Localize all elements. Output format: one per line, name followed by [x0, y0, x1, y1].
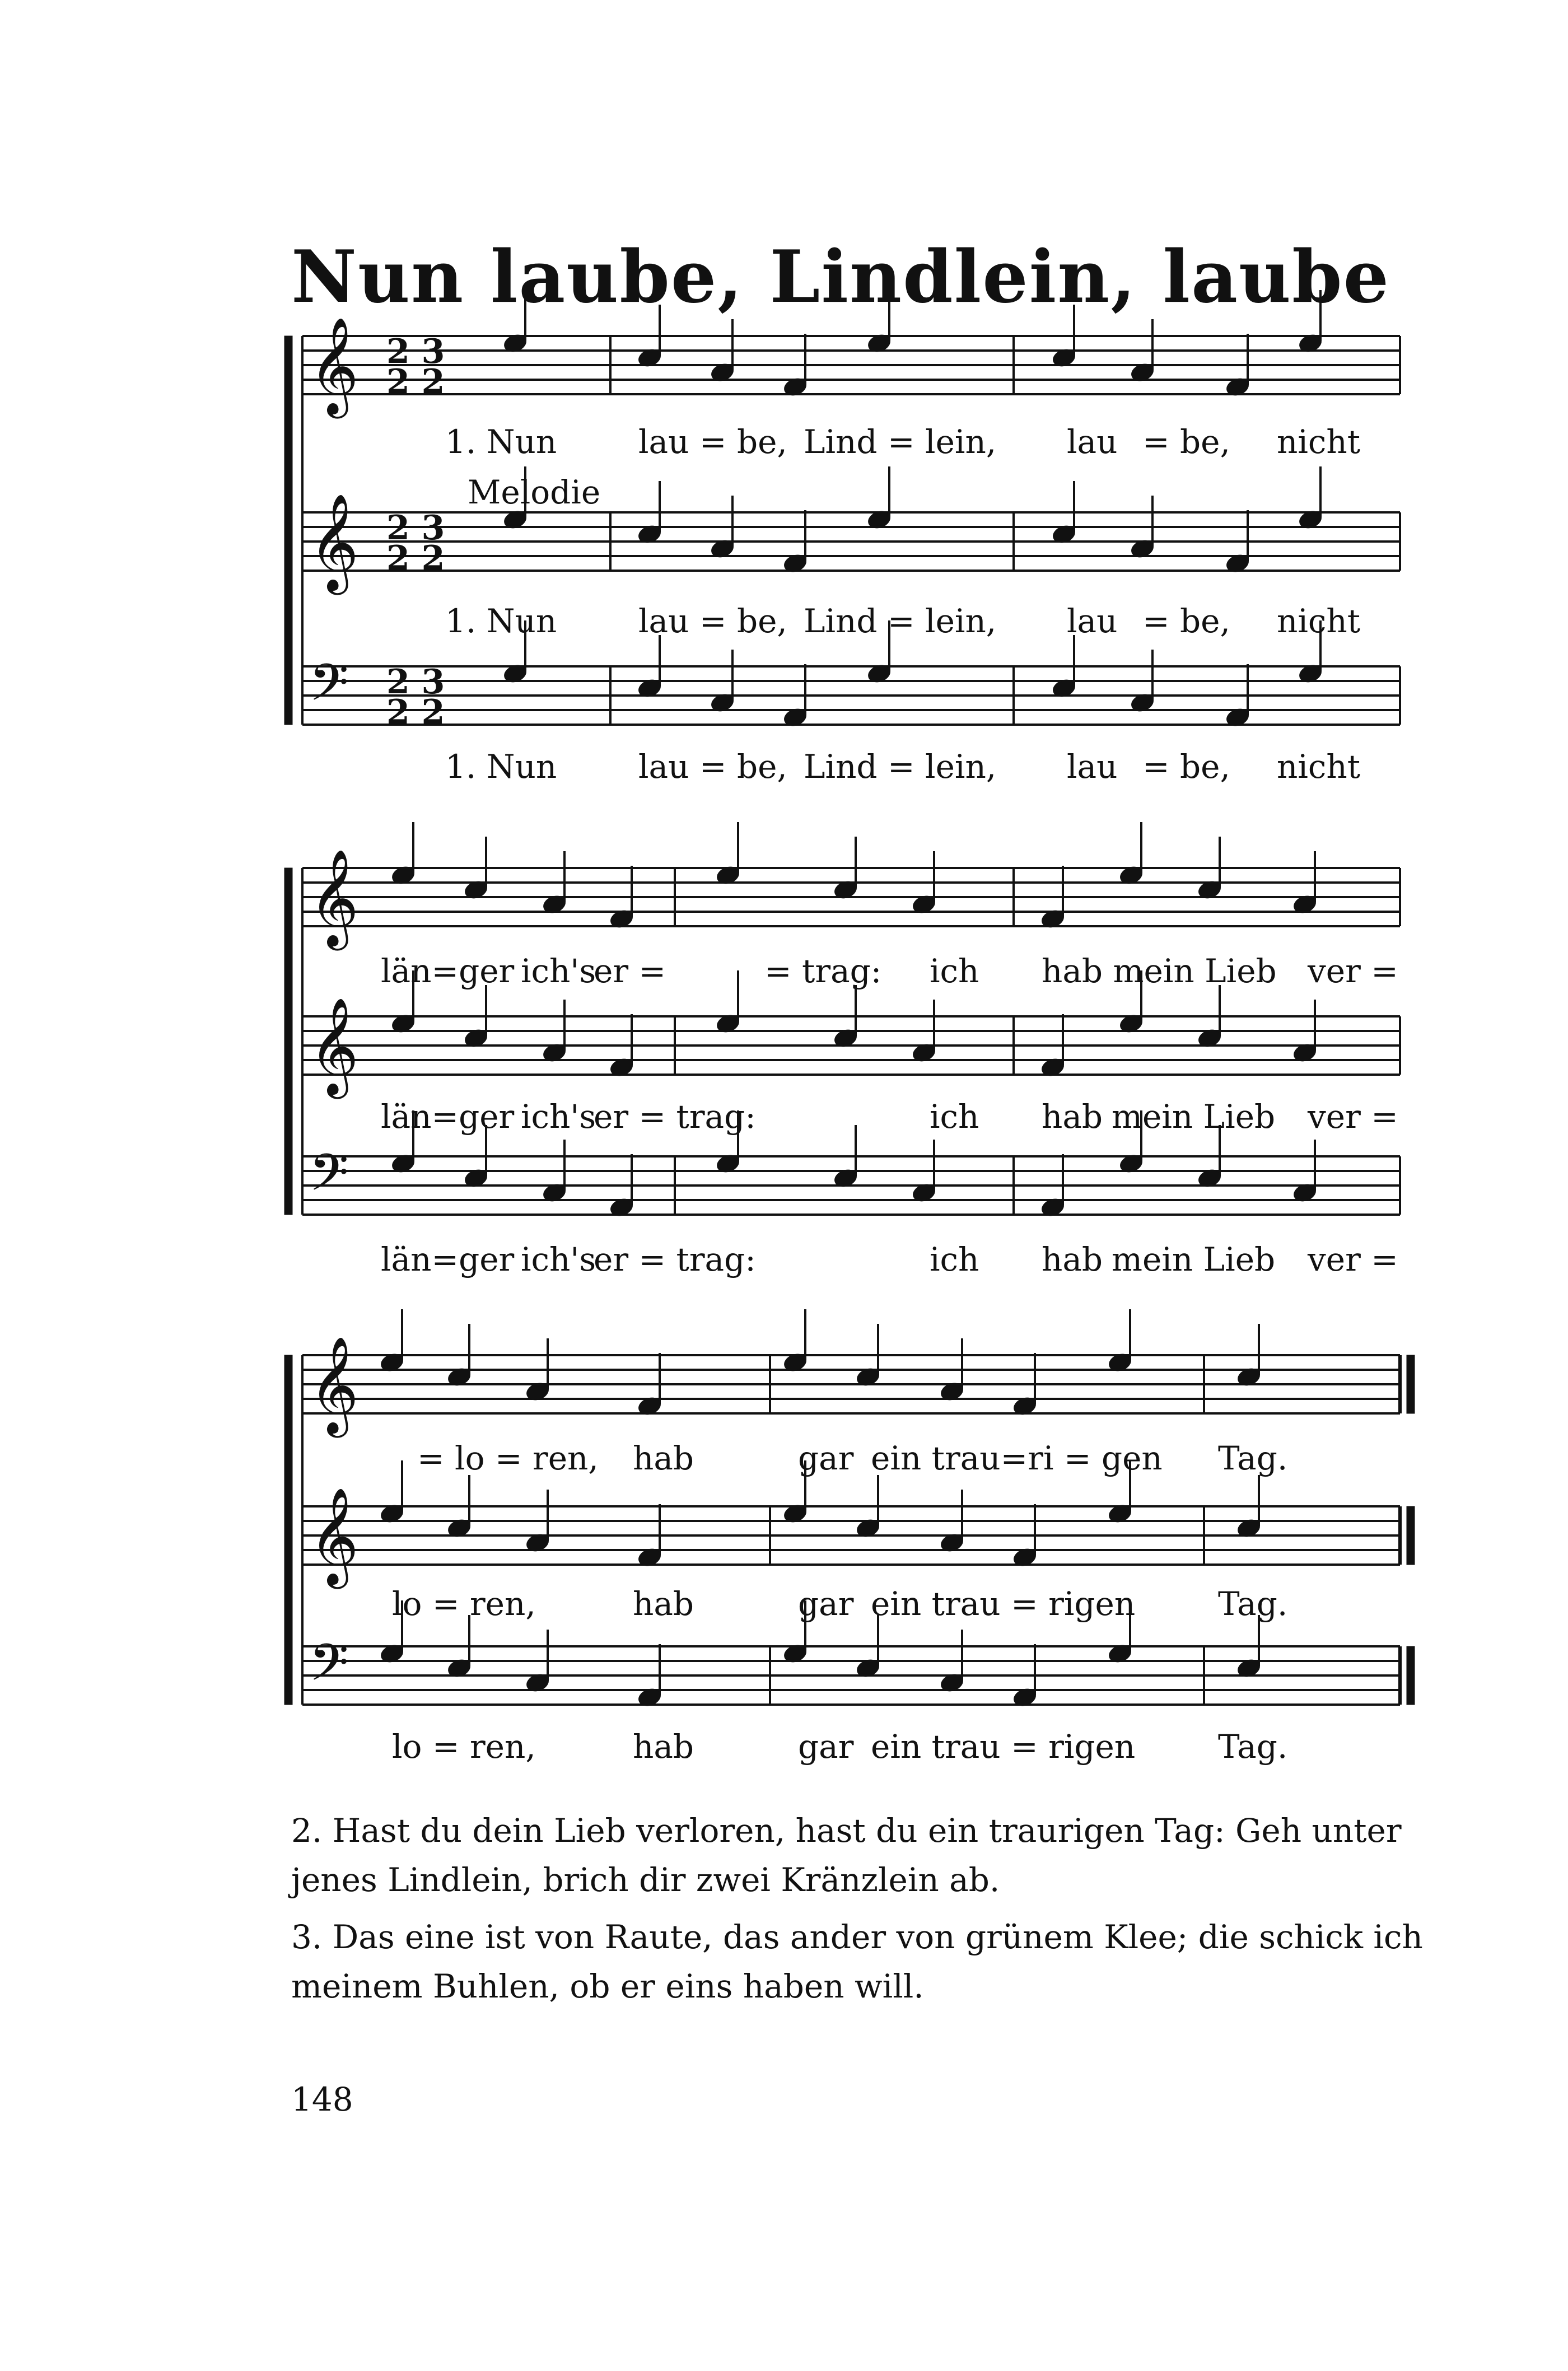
verse-2: 2. Hast du dein Lieb verloren, hast du ein traurigen Tag: Geh unter jenes Lindlein, brich dir zwei Kränzlein ab. — [291, 1812, 1402, 1899]
lyric-s2-v2-0: län=ger — [381, 1098, 515, 1136]
lyric-s1-v3-3: lau — [1067, 748, 1118, 786]
time-signature-top: 2 3 — [386, 662, 445, 702]
lyric-s2-v2-5: mein Lieb — [1112, 1098, 1276, 1136]
lyric-s3-v2-3: ein trau = rigen — [871, 1585, 1136, 1623]
bass-clef-icon: 𝄢 — [309, 653, 349, 725]
bass-clef-icon: 𝄢 — [309, 1633, 349, 1705]
treble-clef-icon: 𝄞 — [309, 493, 359, 591]
lyric-s1-v3-2: Lind = lein, — [804, 748, 997, 786]
lyric-s3-v3-2: gar — [798, 1728, 854, 1766]
lyric-s2-v2-4: hab — [1042, 1098, 1103, 1136]
lyric-s3-v3-3: ein trau = rigen — [871, 1728, 1136, 1766]
lyric-s1-v3-4: = be, — [1142, 748, 1230, 786]
song-title: Nun laube, Lindlein, laube — [291, 235, 1390, 319]
lyric-s3-v1-4: Tag. — [1218, 1439, 1288, 1477]
lyric-s2-v1-4: ich — [930, 952, 979, 990]
time-signature-top: 2 3 — [386, 508, 445, 548]
lyric-s3-v2-2: gar — [798, 1585, 854, 1623]
lyric-s2-v2-2: er = trag: — [594, 1098, 756, 1136]
lyric-s1-v3-0: 1. Nun — [445, 748, 557, 786]
lyric-s3-v1-0: = lo = ren, — [417, 1439, 599, 1477]
lyric-s2-v3-6: ver = — [1308, 1240, 1398, 1278]
lyric-s3-v1-1: hab — [633, 1439, 694, 1477]
lyric-s1-v2-4: = be, — [1142, 602, 1230, 640]
lyric-s3-v3-0: lo = ren, — [392, 1728, 536, 1766]
final-barline — [1407, 1506, 1415, 1565]
final-barline — [1407, 1646, 1415, 1705]
lyric-s2-v3-0: län=ger — [381, 1240, 515, 1278]
system-bracket — [284, 1355, 292, 1705]
final-barline — [1407, 1355, 1415, 1413]
lyric-s1-v1-1: lau = be, — [638, 423, 787, 461]
lyric-s3-v1-2: gar — [798, 1439, 854, 1477]
lyric-s2-v3-4: hab — [1042, 1240, 1103, 1278]
system-bracket — [284, 868, 292, 1215]
lyric-s2-v3-5: mein Lieb — [1112, 1240, 1276, 1278]
treble-clef-icon: 𝄞 — [309, 317, 359, 414]
lyric-s2-v1-6: ver = — [1308, 952, 1398, 990]
system-bracket — [284, 336, 292, 725]
verse-3: 3. Das eine ist von Raute, das ander von grünem Klee; die schick ich meinem Buhlen, ob er eins haben will. — [291, 1918, 1423, 2005]
lyric-s3-v2-1: hab — [633, 1585, 694, 1623]
lyric-s1-v1-5: nicht — [1277, 423, 1361, 461]
lyric-s1-v1-0: 1. Nun — [445, 423, 557, 461]
lyric-s1-v2-1: lau = be, — [638, 602, 787, 640]
lyric-s2-v1-1: ich's — [521, 952, 596, 990]
time-signature-top: 2 3 — [386, 332, 445, 371]
treble-clef-icon: 𝄞 — [309, 1336, 359, 1434]
lyric-s2-v1-5: hab mein Lieb — [1042, 952, 1277, 990]
lyric-s2-v3-3: ich — [930, 1240, 979, 1278]
lyric-s3-v3-1: hab — [633, 1728, 694, 1766]
voice-label: Melodie — [468, 473, 601, 511]
lyric-s1-v1-4: = be, — [1142, 423, 1230, 461]
lyric-s1-v1-3: lau — [1067, 423, 1118, 461]
lyric-s2-v1-3: = trag: — [764, 952, 882, 990]
treble-clef-icon: 𝄞 — [309, 1487, 359, 1585]
lyric-s1-v2-5: nicht — [1277, 602, 1361, 640]
treble-clef-icon: 𝄞 — [309, 997, 359, 1095]
time-signature-bottom: 2 2 — [386, 693, 445, 732]
time-signature-bottom: 2 2 — [386, 539, 445, 578]
treble-clef-icon: 𝄞 — [309, 849, 359, 946]
lyric-s2-v3-1: ich's — [521, 1240, 596, 1278]
lyric-s1-v2-0: 1. Nun — [445, 602, 557, 640]
lyric-s2-v1-0: län=ger — [381, 952, 515, 990]
lyric-s2-v2-1: ich's — [521, 1098, 596, 1136]
lyric-s3-v3-4: Tag. — [1218, 1728, 1288, 1766]
lyric-s2-v2-6: ver = — [1308, 1098, 1398, 1136]
lyric-s2-v2-3: ich — [930, 1098, 979, 1136]
lyric-s3-v1-3: ein trau=ri = gen — [871, 1439, 1163, 1477]
lyric-s3-v2-4: Tag. — [1218, 1585, 1288, 1623]
bass-clef-icon: 𝄢 — [309, 1143, 349, 1215]
lyric-s1-v3-5: nicht — [1277, 748, 1361, 786]
lyric-s1-v3-1: lau = be, — [638, 748, 787, 786]
lyric-s2-v3-2: er = trag: — [594, 1240, 756, 1278]
lyric-s1-v1-2: Lind = lein, — [804, 423, 997, 461]
page-number: 148 — [291, 2080, 353, 2118]
lyric-s3-v2-0: lo = ren, — [392, 1585, 536, 1623]
lyric-s1-v2-3: lau — [1067, 602, 1118, 640]
lyric-s1-v2-2: Lind = lein, — [804, 602, 997, 640]
time-signature-bottom: 2 2 — [386, 362, 445, 402]
lyric-s2-v1-2: er = — [594, 952, 666, 990]
